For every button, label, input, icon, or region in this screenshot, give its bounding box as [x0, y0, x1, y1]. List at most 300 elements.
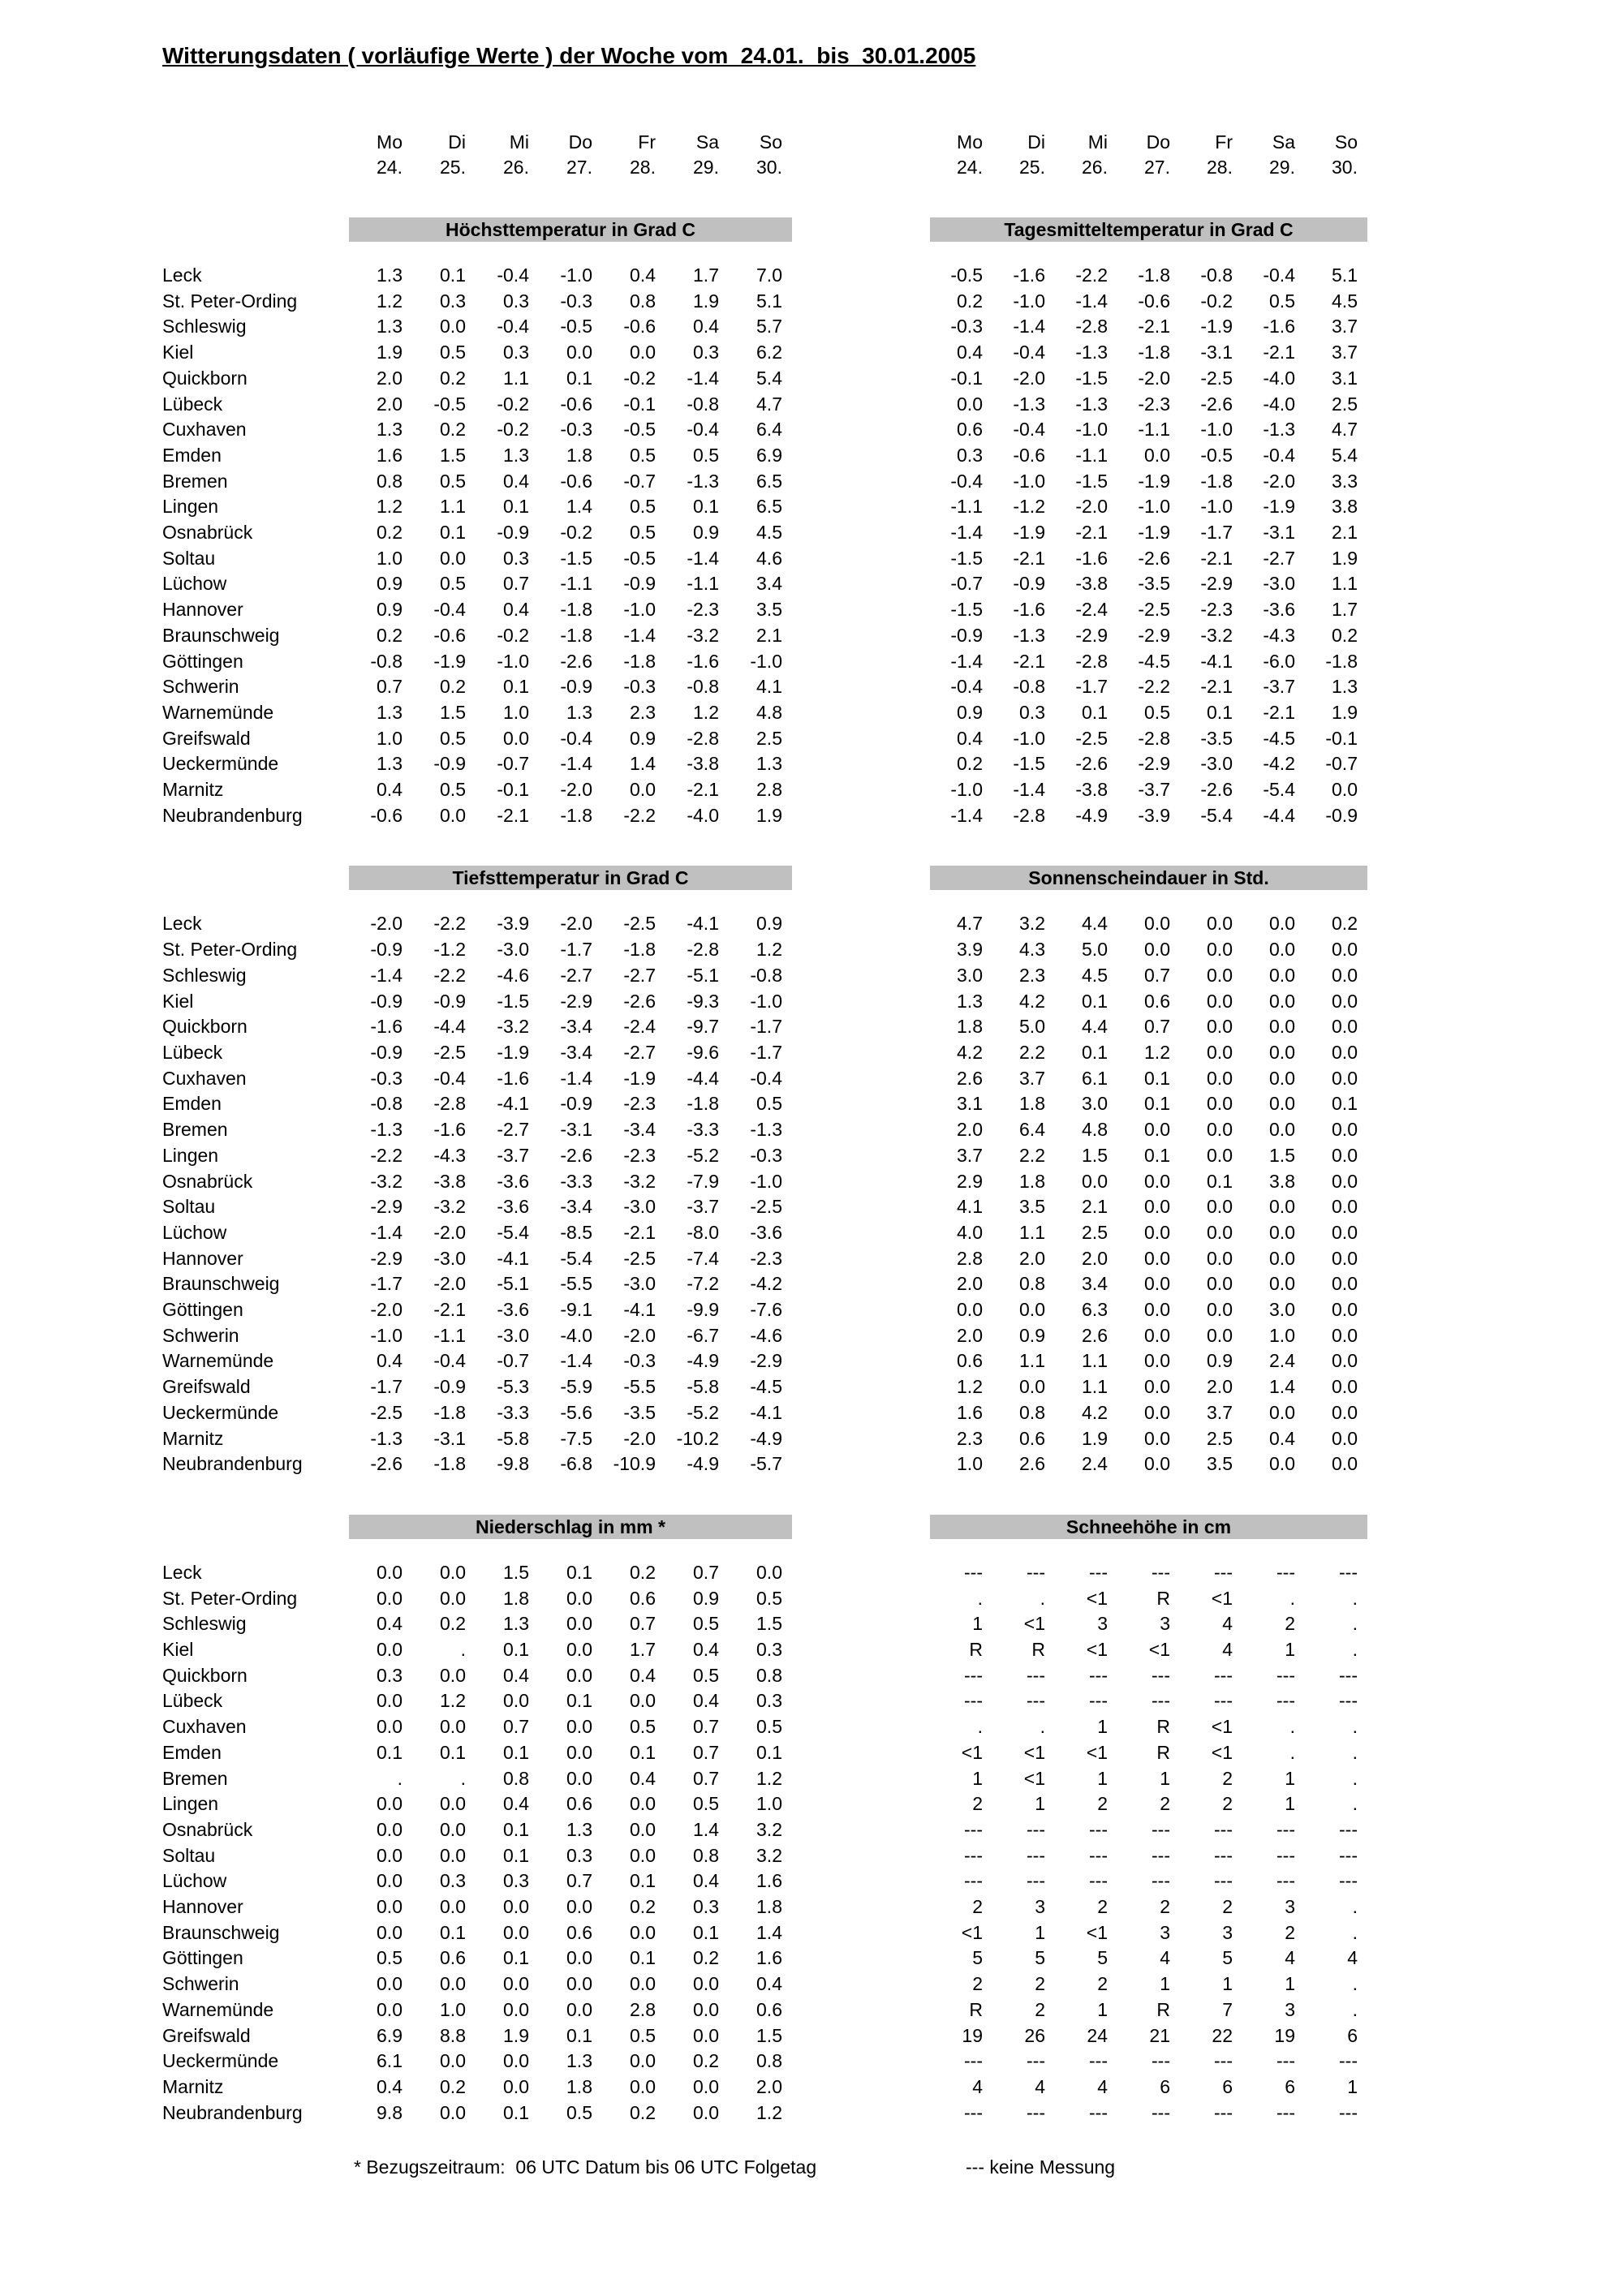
- value-cell: -3.8: [1075, 779, 1108, 801]
- column-gap: [792, 1740, 930, 1766]
- value-cell: -1.0: [750, 650, 782, 672]
- value-cell: 0.0: [377, 1998, 403, 2020]
- value-cell: -9.3: [687, 990, 719, 1012]
- station-name: Braunschweig: [162, 624, 280, 646]
- section-header-row: [162, 866, 1623, 890]
- value-cell: 0.0: [1332, 1221, 1358, 1243]
- day-date-label: 29.: [693, 157, 719, 178]
- value-cell: -3.6: [497, 1299, 529, 1321]
- value-cell: 5: [1097, 1947, 1108, 1969]
- day-header-cell: [539, 130, 602, 180]
- table-row: [162, 597, 1623, 623]
- value-cell: -1.6: [370, 1016, 403, 1038]
- value-cell: 4.7: [957, 913, 983, 935]
- value-cell: 2.1: [1082, 1196, 1108, 1218]
- value-cell: 0.0: [630, 2076, 656, 2097]
- value-cell: -1.0: [560, 264, 592, 286]
- value-cell: -3.1: [560, 1119, 592, 1141]
- value-cell: -7.2: [687, 1273, 719, 1295]
- value-cell: -0.9: [950, 624, 983, 646]
- value-cell: 0.1: [440, 1741, 466, 1763]
- station-name: Neubrandenburg: [162, 1453, 303, 1475]
- value-cell: 0.1: [503, 1639, 529, 1661]
- value-cell: 0.0: [1207, 1144, 1233, 1166]
- value-cell: ---: [1276, 1664, 1295, 1686]
- value-cell: 0.0: [1332, 1067, 1358, 1089]
- station-name: Kiel: [162, 1639, 194, 1661]
- value-cell: -7.5: [560, 1427, 592, 1449]
- table-row: [162, 1637, 1623, 1663]
- value-cell: 6.4: [1019, 1119, 1045, 1141]
- value-cell: -1.9: [497, 1041, 529, 1063]
- value-cell: 0.5: [693, 1664, 719, 1686]
- value-cell: 3.0: [957, 964, 983, 986]
- value-cell: -4.1: [623, 1299, 656, 1321]
- value-cell: .: [1289, 1587, 1295, 1609]
- value-cell: -0.4: [560, 727, 592, 749]
- table-row: [162, 494, 1623, 520]
- value-cell: -4.3: [433, 1144, 466, 1166]
- value-cell: -0.5: [623, 547, 656, 569]
- column-gap: [792, 1400, 930, 1426]
- value-cell: -2.1: [433, 1299, 466, 1321]
- station-name: Ueckermünde: [162, 2050, 279, 2072]
- value-cell: -3.0: [497, 939, 529, 961]
- station-name: Braunschweig: [162, 1273, 280, 1295]
- value-cell: -0.7: [497, 1350, 529, 1372]
- station-name: Osnabrück: [162, 522, 253, 544]
- day-name-label: So: [759, 131, 782, 153]
- value-cell: 1.7: [693, 264, 719, 286]
- value-cell: -4.5: [1263, 727, 1295, 749]
- value-cell: <1: [1086, 1921, 1108, 1943]
- value-cell: 0.5: [756, 1716, 782, 1738]
- value-cell: 4.4: [1082, 1016, 1108, 1038]
- value-cell: 0.0: [566, 1896, 592, 1918]
- value-cell: 0.0: [440, 1896, 466, 1918]
- value-cell: <1: [1023, 1613, 1045, 1635]
- value-cell: 0.2: [630, 1561, 656, 1583]
- value-cell: -3.7: [497, 1144, 529, 1166]
- value-cell: -0.5: [433, 393, 466, 415]
- value-cell: -4.9: [750, 1427, 782, 1449]
- value-cell: ---: [1339, 1870, 1358, 1892]
- value-cell: ---: [1089, 1561, 1108, 1583]
- value-cell: -1.6: [1013, 264, 1045, 286]
- value-cell: -2.1: [497, 804, 529, 826]
- day-name-label: Mi: [1087, 131, 1108, 153]
- value-cell: -0.5: [950, 264, 983, 286]
- table-row: [162, 700, 1623, 726]
- value-cell: -0.1: [497, 779, 529, 801]
- value-cell: -2.5: [1138, 599, 1170, 621]
- value-cell: -5.8: [687, 1376, 719, 1398]
- value-cell: 2: [972, 1896, 983, 1918]
- value-cell: 0.1: [503, 496, 529, 518]
- value-cell: 0.0: [693, 1973, 719, 1995]
- value-cell: <1: [1086, 1587, 1108, 1609]
- value-cell: 0.0: [566, 1973, 592, 1995]
- value-cell: 0.0: [1207, 1324, 1233, 1346]
- value-cell: 0.0: [630, 779, 656, 801]
- value-cell: -0.6: [623, 316, 656, 338]
- table-row: [162, 546, 1623, 572]
- value-cell: -2.2: [370, 1144, 403, 1166]
- column-gap: [792, 963, 930, 989]
- value-cell: -7.4: [687, 1247, 719, 1269]
- value-cell: 0.1: [1082, 990, 1108, 1012]
- table-row: [162, 1091, 1623, 1117]
- value-cell: 0.5: [1269, 290, 1295, 312]
- value-cell: 0.0: [1144, 1299, 1170, 1321]
- value-cell: ---: [1027, 1664, 1045, 1686]
- value-cell: -3.2: [370, 1170, 403, 1192]
- value-cell: ---: [1027, 1870, 1045, 1892]
- value-cell: 0.0: [693, 2024, 719, 2046]
- value-cell: -1.9: [1138, 522, 1170, 544]
- value-cell: -5.8: [497, 1427, 529, 1449]
- value-cell: -2.2: [1138, 676, 1170, 698]
- value-cell: -3.6: [497, 1196, 529, 1218]
- value-cell: -3.2: [623, 1170, 656, 1192]
- value-cell: -1.5: [1013, 753, 1045, 775]
- value-cell: 0.2: [1332, 913, 1358, 935]
- value-cell: 1.1: [503, 367, 529, 389]
- value-cell: 0.1: [566, 367, 592, 389]
- value-cell: 0.0: [693, 1998, 719, 2020]
- value-cell: -0.9: [433, 753, 466, 775]
- value-cell: -1.0: [1200, 419, 1233, 441]
- value-cell: -1.9: [1263, 496, 1295, 518]
- value-cell: -0.4: [687, 419, 719, 441]
- value-cell: .: [1040, 1587, 1045, 1609]
- value-cell: 4.1: [756, 676, 782, 698]
- value-cell: -2.6: [370, 1453, 403, 1475]
- table-row: [162, 1843, 1623, 1869]
- value-cell: -0.9: [497, 522, 529, 544]
- value-cell: 0.0: [1332, 1144, 1358, 1166]
- value-cell: -0.4: [1013, 342, 1045, 363]
- value-cell: 0.0: [1332, 1299, 1358, 1321]
- table-row: [162, 674, 1623, 700]
- value-cell: -3.0: [1200, 753, 1233, 775]
- column-gap: [792, 443, 930, 469]
- value-cell: 6.1: [1082, 1067, 1108, 1089]
- column-gap: [792, 1014, 930, 1040]
- value-cell: 0.0: [377, 1818, 403, 1840]
- value-cell: 1.8: [1019, 1170, 1045, 1192]
- column-gap: [792, 314, 930, 340]
- value-cell: 1.6: [377, 444, 403, 466]
- value-cell: 4: [1097, 2076, 1108, 2097]
- value-cell: 1.5: [1269, 1144, 1295, 1166]
- station-name: Lüchow: [162, 1221, 227, 1243]
- value-cell: 2: [1035, 1998, 1045, 2020]
- value-cell: -1.7: [750, 1016, 782, 1038]
- value-cell: 0.7: [693, 1561, 719, 1583]
- value-cell: 0.0: [503, 1896, 529, 1918]
- value-cell: -1.3: [1075, 393, 1108, 415]
- value-cell: R: [1156, 1716, 1170, 1738]
- value-cell: R: [969, 1998, 983, 2020]
- value-cell: 1.2: [1144, 1041, 1170, 1063]
- value-cell: 4: [972, 2076, 983, 2097]
- value-cell: -1.9: [1013, 522, 1045, 544]
- value-cell: -10.2: [676, 1427, 719, 1449]
- value-cell: -4.0: [1263, 367, 1295, 389]
- value-cell: 2: [1222, 1793, 1233, 1815]
- station-name: Kiel: [162, 342, 194, 363]
- value-cell: 6.1: [377, 2050, 403, 2072]
- day-header-cell: [476, 130, 539, 180]
- value-cell: 0.3: [503, 342, 529, 363]
- value-cell: -5.5: [623, 1376, 656, 1398]
- value-cell: 1.3: [377, 701, 403, 723]
- value-cell: 3.5: [1207, 1453, 1233, 1475]
- value-cell: 0.3: [503, 547, 529, 569]
- value-cell: 6.3: [1082, 1299, 1108, 1321]
- value-cell: 1.1: [1332, 573, 1358, 595]
- column-gap: [792, 1271, 930, 1297]
- station-name: St. Peter-Ording: [162, 939, 298, 961]
- value-cell: 0.0: [1269, 990, 1295, 1012]
- value-cell: 0.5: [630, 444, 656, 466]
- value-cell: 2.0: [377, 367, 403, 389]
- value-cell: 0.0: [1332, 939, 1358, 961]
- value-cell: 3.8: [1332, 496, 1358, 518]
- value-cell: 0.0: [566, 1664, 592, 1686]
- table-row: [162, 1740, 1623, 1766]
- value-cell: 0.2: [957, 753, 983, 775]
- value-cell: 4.4: [1082, 913, 1108, 935]
- value-cell: -3.2: [687, 624, 719, 646]
- table-row: [162, 520, 1623, 546]
- value-cell: ---: [1339, 1690, 1358, 1712]
- value-cell: -0.4: [950, 676, 983, 698]
- value-cell: -2.2: [1075, 264, 1108, 286]
- value-cell: -2.3: [750, 1247, 782, 1269]
- value-cell: -0.7: [497, 753, 529, 775]
- value-cell: 0.7: [377, 676, 403, 698]
- value-cell: 1.8: [1019, 1093, 1045, 1115]
- value-cell: -0.6: [560, 393, 592, 415]
- value-cell: -4.1: [1200, 650, 1233, 672]
- column-gap: [792, 571, 930, 597]
- day-date-label: 30.: [1332, 157, 1358, 178]
- value-cell: 0.7: [630, 1613, 656, 1635]
- value-cell: .: [397, 1767, 403, 1789]
- value-cell: -2.9: [1200, 573, 1233, 595]
- value-cell: -0.6: [370, 804, 403, 826]
- station-name: Schwerin: [162, 1324, 239, 1346]
- value-cell: .: [1352, 1896, 1358, 1918]
- section-header-right: Sonnenscheindauer in Std.: [930, 866, 1367, 890]
- value-cell: 0.5: [630, 1716, 656, 1738]
- value-cell: 3: [1160, 1613, 1170, 1635]
- day-date-label: 24.: [377, 157, 403, 178]
- value-cell: 3.4: [1082, 1273, 1108, 1295]
- value-cell: 1.1: [1082, 1376, 1108, 1398]
- value-cell: 6: [1160, 2076, 1170, 2097]
- value-cell: -4.1: [687, 913, 719, 935]
- value-cell: 0.5: [440, 727, 466, 749]
- value-cell: 2.4: [1082, 1453, 1108, 1475]
- value-cell: 0.5: [440, 470, 466, 492]
- table-row: [162, 1997, 1623, 2023]
- value-cell: -2.0: [1138, 367, 1170, 389]
- value-cell: 0.1: [566, 1561, 592, 1583]
- value-cell: 0.0: [377, 1561, 403, 1583]
- value-cell: 0.2: [693, 1947, 719, 1969]
- value-cell: -1.8: [560, 624, 592, 646]
- value-cell: 1.2: [756, 2101, 782, 2123]
- value-cell: 0.1: [566, 2024, 592, 2046]
- value-cell: 0.0: [1332, 1273, 1358, 1295]
- value-cell: 0.3: [440, 1870, 466, 1892]
- value-cell: ---: [1027, 2050, 1045, 2072]
- value-cell: 0.0: [377, 1793, 403, 1815]
- station-name: Schwerin: [162, 676, 239, 698]
- value-cell: -0.4: [1013, 419, 1045, 441]
- value-cell: -0.2: [1200, 290, 1233, 312]
- value-cell: 1.7: [1332, 599, 1358, 621]
- value-cell: -2.0: [560, 779, 592, 801]
- value-cell: -2.3: [623, 1093, 656, 1115]
- value-cell: <1: [1086, 1639, 1108, 1661]
- value-cell: -1.4: [560, 1350, 592, 1372]
- value-cell: -9.9: [687, 1299, 719, 1321]
- value-cell: 0.0: [440, 1844, 466, 1866]
- value-cell: 0.0: [1332, 1350, 1358, 1372]
- value-cell: 0.0: [377, 1587, 403, 1609]
- value-cell: 0.1: [630, 1741, 656, 1763]
- value-cell: -1.4: [950, 804, 983, 826]
- station-name: Hannover: [162, 599, 243, 621]
- value-cell: 0.1: [630, 1947, 656, 1969]
- value-cell: 0.2: [440, 419, 466, 441]
- value-cell: 5.4: [756, 367, 782, 389]
- value-cell: 2: [1035, 1973, 1045, 1995]
- value-cell: ---: [1089, 1844, 1108, 1866]
- value-cell: -9.6: [687, 1041, 719, 1063]
- station-name: Emden: [162, 444, 222, 466]
- table-row: [162, 751, 1623, 777]
- value-cell: 0.0: [1207, 1119, 1233, 1141]
- value-cell: -2.0: [623, 1427, 656, 1449]
- value-cell: 0.5: [440, 342, 466, 363]
- value-cell: 0.0: [1144, 1247, 1170, 1269]
- value-cell: 5: [972, 1947, 983, 1969]
- value-cell: 1.3: [503, 1613, 529, 1635]
- value-cell: 0.5: [630, 522, 656, 544]
- value-cell: 5.0: [1019, 1016, 1045, 1038]
- table-row: [162, 1014, 1623, 1040]
- value-cell: 2.8: [630, 1998, 656, 2020]
- value-cell: -1.0: [623, 599, 656, 621]
- value-cell: 0.1: [440, 522, 466, 544]
- value-cell: 0.0: [957, 393, 983, 415]
- value-cell: -2.6: [560, 650, 592, 672]
- day-header-cell: [1055, 130, 1117, 180]
- value-cell: 0.0: [1207, 964, 1233, 986]
- value-cell: 5.1: [756, 290, 782, 312]
- station-name: Greifswald: [162, 2024, 251, 2046]
- value-cell: 1: [1160, 1767, 1170, 1789]
- station-name: Cuxhaven: [162, 1067, 247, 1089]
- value-cell: 0.0: [1207, 1067, 1233, 1089]
- value-cell: 0.1: [1332, 1093, 1358, 1115]
- value-cell: -0.7: [950, 573, 983, 595]
- value-cell: 1.2: [693, 701, 719, 723]
- value-cell: -3.6: [750, 1221, 782, 1243]
- value-cell: -4.9: [687, 1453, 719, 1475]
- value-cell: -4.5: [1138, 650, 1170, 672]
- station-name: Göttingen: [162, 650, 243, 672]
- value-cell: -9.8: [497, 1453, 529, 1475]
- value-cell: -2.0: [370, 1299, 403, 1321]
- value-cell: 0.4: [957, 727, 983, 749]
- value-cell: 2.6: [957, 1067, 983, 1089]
- value-cell: 6: [1285, 2076, 1295, 2097]
- value-cell: 0.5: [756, 1587, 782, 1609]
- value-cell: R: [1156, 1587, 1170, 1609]
- value-cell: 0.0: [630, 1921, 656, 1943]
- value-cell: 5.0: [1082, 939, 1108, 961]
- value-cell: 2.6: [1019, 1453, 1045, 1475]
- value-cell: 0.4: [377, 779, 403, 801]
- value-cell: 2.5: [1082, 1221, 1108, 1243]
- value-cell: -2.7: [1263, 547, 1295, 569]
- value-cell: 6.2: [756, 342, 782, 363]
- section-header-left: Niederschlag in mm *: [349, 1515, 792, 1539]
- value-cell: -2.9: [370, 1247, 403, 1269]
- value-cell: .: [1352, 1639, 1358, 1661]
- value-cell: 0.2: [440, 1613, 466, 1635]
- day-name-label: Di: [1027, 131, 1045, 153]
- value-cell: 4.5: [1332, 290, 1358, 312]
- value-cell: 0.0: [1269, 1093, 1295, 1115]
- value-cell: 6.5: [756, 470, 782, 492]
- table-row: [162, 726, 1623, 752]
- value-cell: 0.2: [630, 1896, 656, 1918]
- column-gap: [792, 520, 930, 546]
- value-cell: ---: [1276, 2050, 1295, 2072]
- value-cell: -5.4: [1263, 779, 1295, 801]
- value-cell: -0.9: [370, 1041, 403, 1063]
- value-cell: -0.8: [687, 676, 719, 698]
- value-cell: 1.3: [566, 1818, 592, 1840]
- value-cell: -1.0: [750, 1170, 782, 1192]
- value-cell: 0.0: [377, 1870, 403, 1892]
- value-cell: 0.9: [693, 1587, 719, 1609]
- value-cell: .: [1352, 1973, 1358, 1995]
- value-cell: 0.7: [566, 1870, 592, 1892]
- value-cell: -2.0: [370, 913, 403, 935]
- value-cell: 1.3: [377, 419, 403, 441]
- value-cell: 0.1: [693, 496, 719, 518]
- value-cell: 1.0: [756, 1793, 782, 1815]
- station-name: Greifswald: [162, 727, 251, 749]
- station-name: Ueckermünde: [162, 753, 279, 775]
- value-cell: -0.6: [1138, 290, 1170, 312]
- value-cell: -3.4: [623, 1119, 656, 1141]
- value-cell: <1: [1023, 1741, 1045, 1763]
- value-cell: -1.5: [950, 547, 983, 569]
- value-cell: -0.9: [370, 939, 403, 961]
- column-gap: [792, 2023, 930, 2049]
- value-cell: 0.9: [1207, 1350, 1233, 1372]
- value-cell: 3.0: [1082, 1093, 1108, 1115]
